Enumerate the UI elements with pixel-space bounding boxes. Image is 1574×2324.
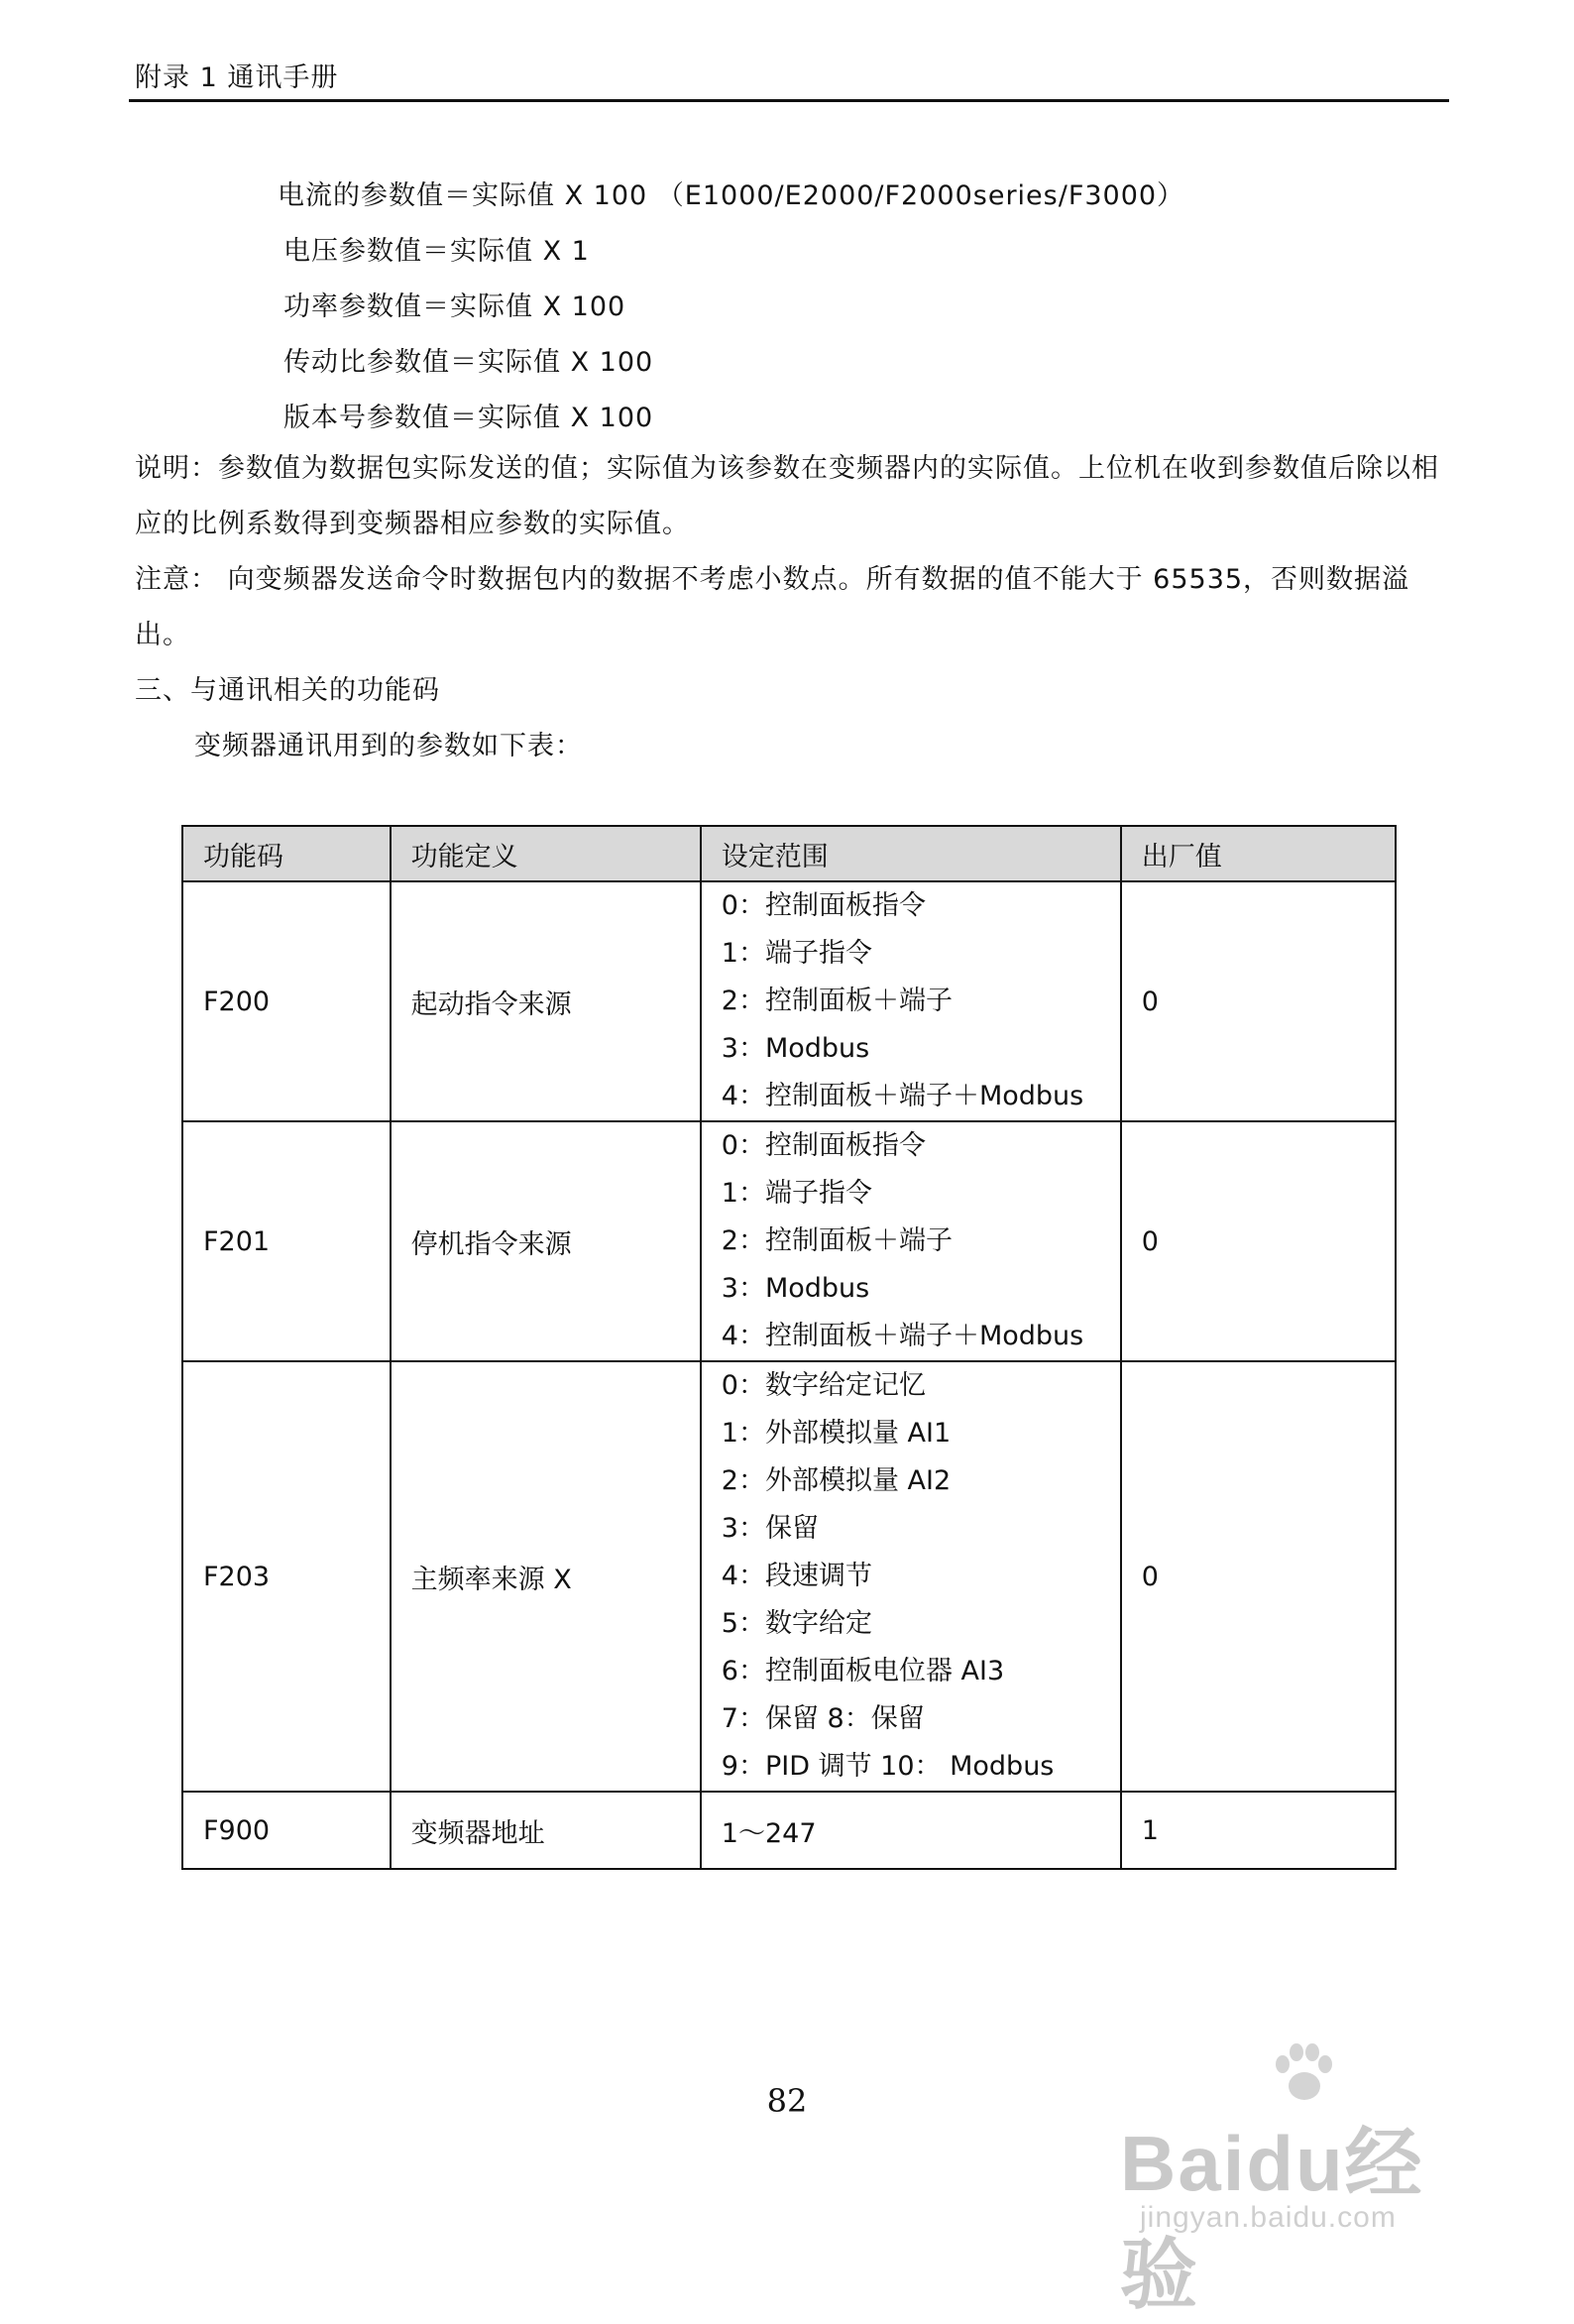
formula-voltage: 电压参数值＝实际值 X 1 (283, 236, 590, 267)
cell-default: 0 (1121, 1361, 1396, 1792)
table-row (182, 1361, 1396, 1792)
range-option: 2：控制面板＋端子 (721, 1225, 953, 1256)
page-header: 附录 1 通讯手册 (135, 62, 339, 93)
paw-icon (1269, 2042, 1338, 2104)
formula-power: 功率参数值＝实际值 X 100 (283, 291, 626, 322)
section-heading: 三、与通讯相关的功能码 (135, 675, 440, 706)
cell-code: F201 (182, 1121, 391, 1361)
cell-code: F203 (182, 1361, 391, 1792)
range-option: 3：保留 (721, 1513, 819, 1544)
range-option: 9：PID 调节 10： Modbus (721, 1751, 1055, 1782)
table-row (182, 1121, 1396, 1361)
cell-definition: 停机指令来源 (391, 1121, 701, 1361)
range-option: 1：外部模拟量 AI1 (721, 1418, 952, 1449)
range-option: 0：控制面板指令 (721, 1130, 926, 1161)
page-number: 82 (766, 2082, 808, 2120)
caution-paragraph: 注意： 向变频器发送命令时数据包内的数据不考虑小数点。所有数据的值不能大于 65535，否则数据溢出。 (135, 564, 1410, 650)
formula-current: 电流的参数值＝实际值 X 100 （E1000/E2000/F2000series/F3000） (278, 180, 1185, 211)
parameter-table (181, 825, 1397, 1870)
header-rule (129, 99, 1449, 102)
cell-definition: 变频器地址 (391, 1792, 701, 1869)
range-option: 2：控制面板＋端子 (721, 986, 953, 1016)
cell-code: F200 (182, 881, 391, 1121)
range-option: 3：Modbus (721, 1033, 870, 1064)
range-option: 4：段速调节 (721, 1561, 872, 1591)
range-option: 4：控制面板＋端子＋Modbus (721, 1081, 1084, 1111)
cell-default: 0 (1121, 1121, 1396, 1361)
watermark (1120, 2042, 1497, 2318)
range-option: 1：端子指令 (721, 938, 872, 969)
range-option: 1：端子指令 (721, 1178, 872, 1209)
cell-default: 0 (1121, 881, 1396, 1121)
range-option: 0：控制面板指令 (721, 890, 926, 921)
table-row (182, 881, 1396, 1121)
range-option: 0：数字给定记忆 (721, 1370, 926, 1401)
range-option: 7：保留 8：保留 (721, 1703, 925, 1734)
section-intro: 变频器通讯用到的参数如下表： (194, 731, 583, 761)
cell-code: F900 (182, 1792, 391, 1869)
table-row (182, 1792, 1396, 1869)
cell-definition: 起动指令来源 (391, 881, 701, 1121)
watermark-logo: Baidu经验 (1120, 2120, 1424, 2318)
cell-definition: 主频率来源 X (391, 1361, 701, 1792)
range-option: 6：控制面板电位器 AI3 (721, 1656, 1005, 1686)
header-range: 设定范围 (701, 826, 1121, 881)
formula-version: 版本号参数值＝实际值 X 100 (283, 403, 654, 433)
explain-paragraph: 说明：参数值为数据包实际发送的值；实际值为该参数在变频器内的实际值。上位机在收到参数值后除以相应的比例系数得到变频器相应参数的实际值。 (135, 453, 1439, 539)
cell-range (701, 1121, 1121, 1361)
header-default: 出厂值 (1121, 826, 1396, 881)
watermark-url: jingyan.baidu.com (1140, 2201, 1397, 2234)
table-header-row (182, 826, 1396, 881)
range-option: 5：数字给定 (721, 1608, 872, 1639)
header-code: 功能码 (182, 826, 391, 881)
cell-range: 1～247 (701, 1792, 1121, 1869)
formula-ratio: 传动比参数值＝实际值 X 100 (283, 347, 654, 378)
cell-default: 1 (1121, 1792, 1396, 1869)
cell-range (701, 1361, 1121, 1792)
cell-range (701, 881, 1121, 1121)
range-option: 2：外部模拟量 AI2 (721, 1465, 952, 1496)
range-option: 3：Modbus (721, 1273, 870, 1304)
range-option: 4：控制面板＋端子＋Modbus (721, 1321, 1084, 1351)
header-definition: 功能定义 (391, 826, 701, 881)
